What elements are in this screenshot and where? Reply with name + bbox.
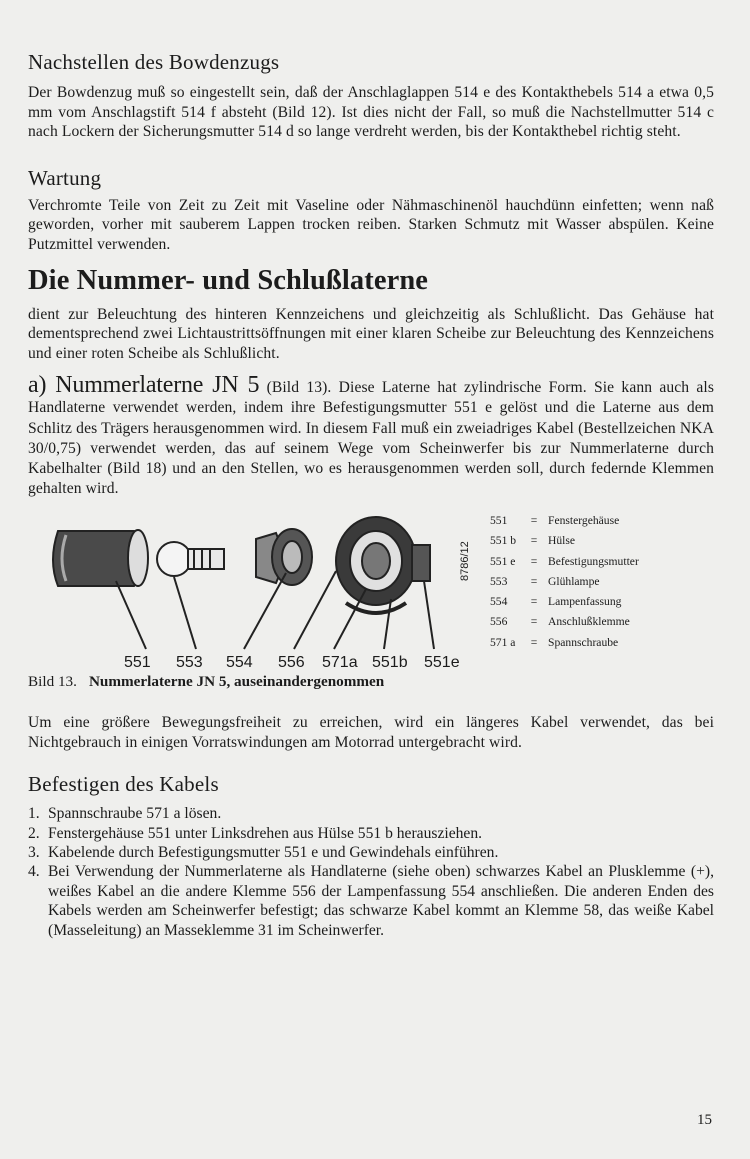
main-heading: Die Nummer- und Schlußlaterne — [28, 264, 429, 296]
paragraph-nummerlaterne — [28, 372, 715, 499]
list-item: 1. Spannschraube 571 a lösen. — [28, 805, 222, 823]
nummerlaterne-text: Diese Laterne hat zylindrische Form. Sie kann auch als Handlaterne verwendet werden, indem ihre Befestigungsmutter 551 e gelöst und die Laterne aus dem Schlitz des Trägers herausgenommen wird. In diesem Fall muß ein zweiadriges Kabel (Bestellzeichen NKA 30/0,75) verwendet werden, das auf seinem Wege vom Scheinwerfer bis zur Nummerlaterne durch Kabelhalter (Bild 18) und an den Stellen, wo es herausgenommen werden soll, durch federnde Klemmen gehalten wird. — [28, 379, 715, 497]
figure-code: 8786/12 — [459, 541, 471, 581]
part-label: 556 — [278, 653, 305, 671]
figure-caption: Bild 13. Nummerlaterne JN 5, auseinandergenommen — [28, 672, 385, 690]
list-item: 3. Kabelende durch Befestigungsmutter 551 e und Gewindehals einführen. — [28, 843, 499, 861]
steps-list — [28, 804, 714, 940]
parts-legend — [490, 511, 639, 653]
paragraph-nachstellen: Der Bowdenzug muß so eingestellt sein, daß der Anschlaglappen 514 e des Kontakthebels 514 a etwa 0,5 mm vom Anschlagstift 514 f absteht (Bild 12). Ist dies nicht der Fall, so muß die Nachstellmutter 514 c nach Lockern der Sicherungsmutter 514 d so lange verdreht werden, bis der Kontakthebel richtig steht. — [28, 84, 714, 141]
figure-reference: (Bild 13). — [266, 379, 332, 397]
paragraph-kabel: Um eine größere Bewegungsfreiheit zu erreichen, wird ein längeres Kabel verwendet, das bei Nichtgebrauch in einigen Vorratswindungen am Motorrad untergebracht wird. — [28, 713, 714, 751]
part-label: 554 — [226, 653, 253, 671]
paragraph-intro: dient zur Beleuchtung des hinteren Kennzeichens und gleichzeitig als Schlußlicht. Das Gehäuse hat dementsprechend zwei Lichtaustrittsöffnungen mit einer klaren Scheibe zur Beleuchtung des Kennzeichens und einer roten Scheibe als Schlußlicht. — [28, 305, 714, 362]
page-content — [28, 48, 714, 940]
legend-row: 554 = Lampenfassung — [490, 595, 622, 609]
legend-row: 551 e = Befestigungsmutter — [490, 554, 639, 568]
page-number: 15 — [697, 1112, 712, 1128]
legend-row: 571 a = Spannschraube — [490, 635, 619, 649]
figure-13 — [28, 511, 714, 671]
part-label: 551 — [124, 653, 151, 671]
part-label: 551b — [372, 653, 408, 671]
legend-row: 556 = Anschlußklemme — [490, 615, 630, 629]
part-label: 551e — [424, 653, 460, 671]
lamp-parts-illustration — [46, 511, 486, 671]
section-heading-wartung: Wartung — [28, 165, 102, 190]
section-heading-nachstellen: Nachstellen des Bowdenzugs — [28, 50, 280, 74]
subsection-heading: a) Nummerlaterne JN 5 — [28, 372, 260, 399]
part-label: 571a — [322, 653, 358, 671]
list-item: 4. Bei Verwendung der Nummerlaterne als Handlaterne (siehe oben) schwarzes Kabel an Plusklemme (+), weißes Kabel an die andere Klemme 556 der Lampenfassung 554 anschließen. Die anderen Enden des Kabels werden am Scheinwerfer befestigt; das schwarze Kabel kommt an Klemme 58, das weiße Kabel (Masseleitung) an Masseklemme 31 im Scheinwerfer. — [28, 863, 714, 939]
legend-row: 551 b = Hülse — [490, 534, 576, 548]
list-item: 2. Fenstergehäuse 551 unter Linksdrehen aus Hülse 551 b herausziehen. — [28, 824, 483, 842]
section-heading-befestigen: Befestigen des Kabels — [28, 772, 219, 797]
legend-row: 553 = Glühlampe — [490, 574, 600, 588]
part-label: 553 — [176, 653, 203, 671]
paragraph-wartung: Verchromte Teile von Zeit zu Zeit mit Vaseline oder Nähmaschinenöl hauchdünn einfetten; wenn naß geworden, vorher mit sauberem Lappen trocken reiben. Starken Schmutz mit Wasser abspülen. Keine Putzmittel verwenden. — [28, 196, 714, 253]
legend-row: 551 = Fenstergehäuse — [490, 513, 620, 527]
